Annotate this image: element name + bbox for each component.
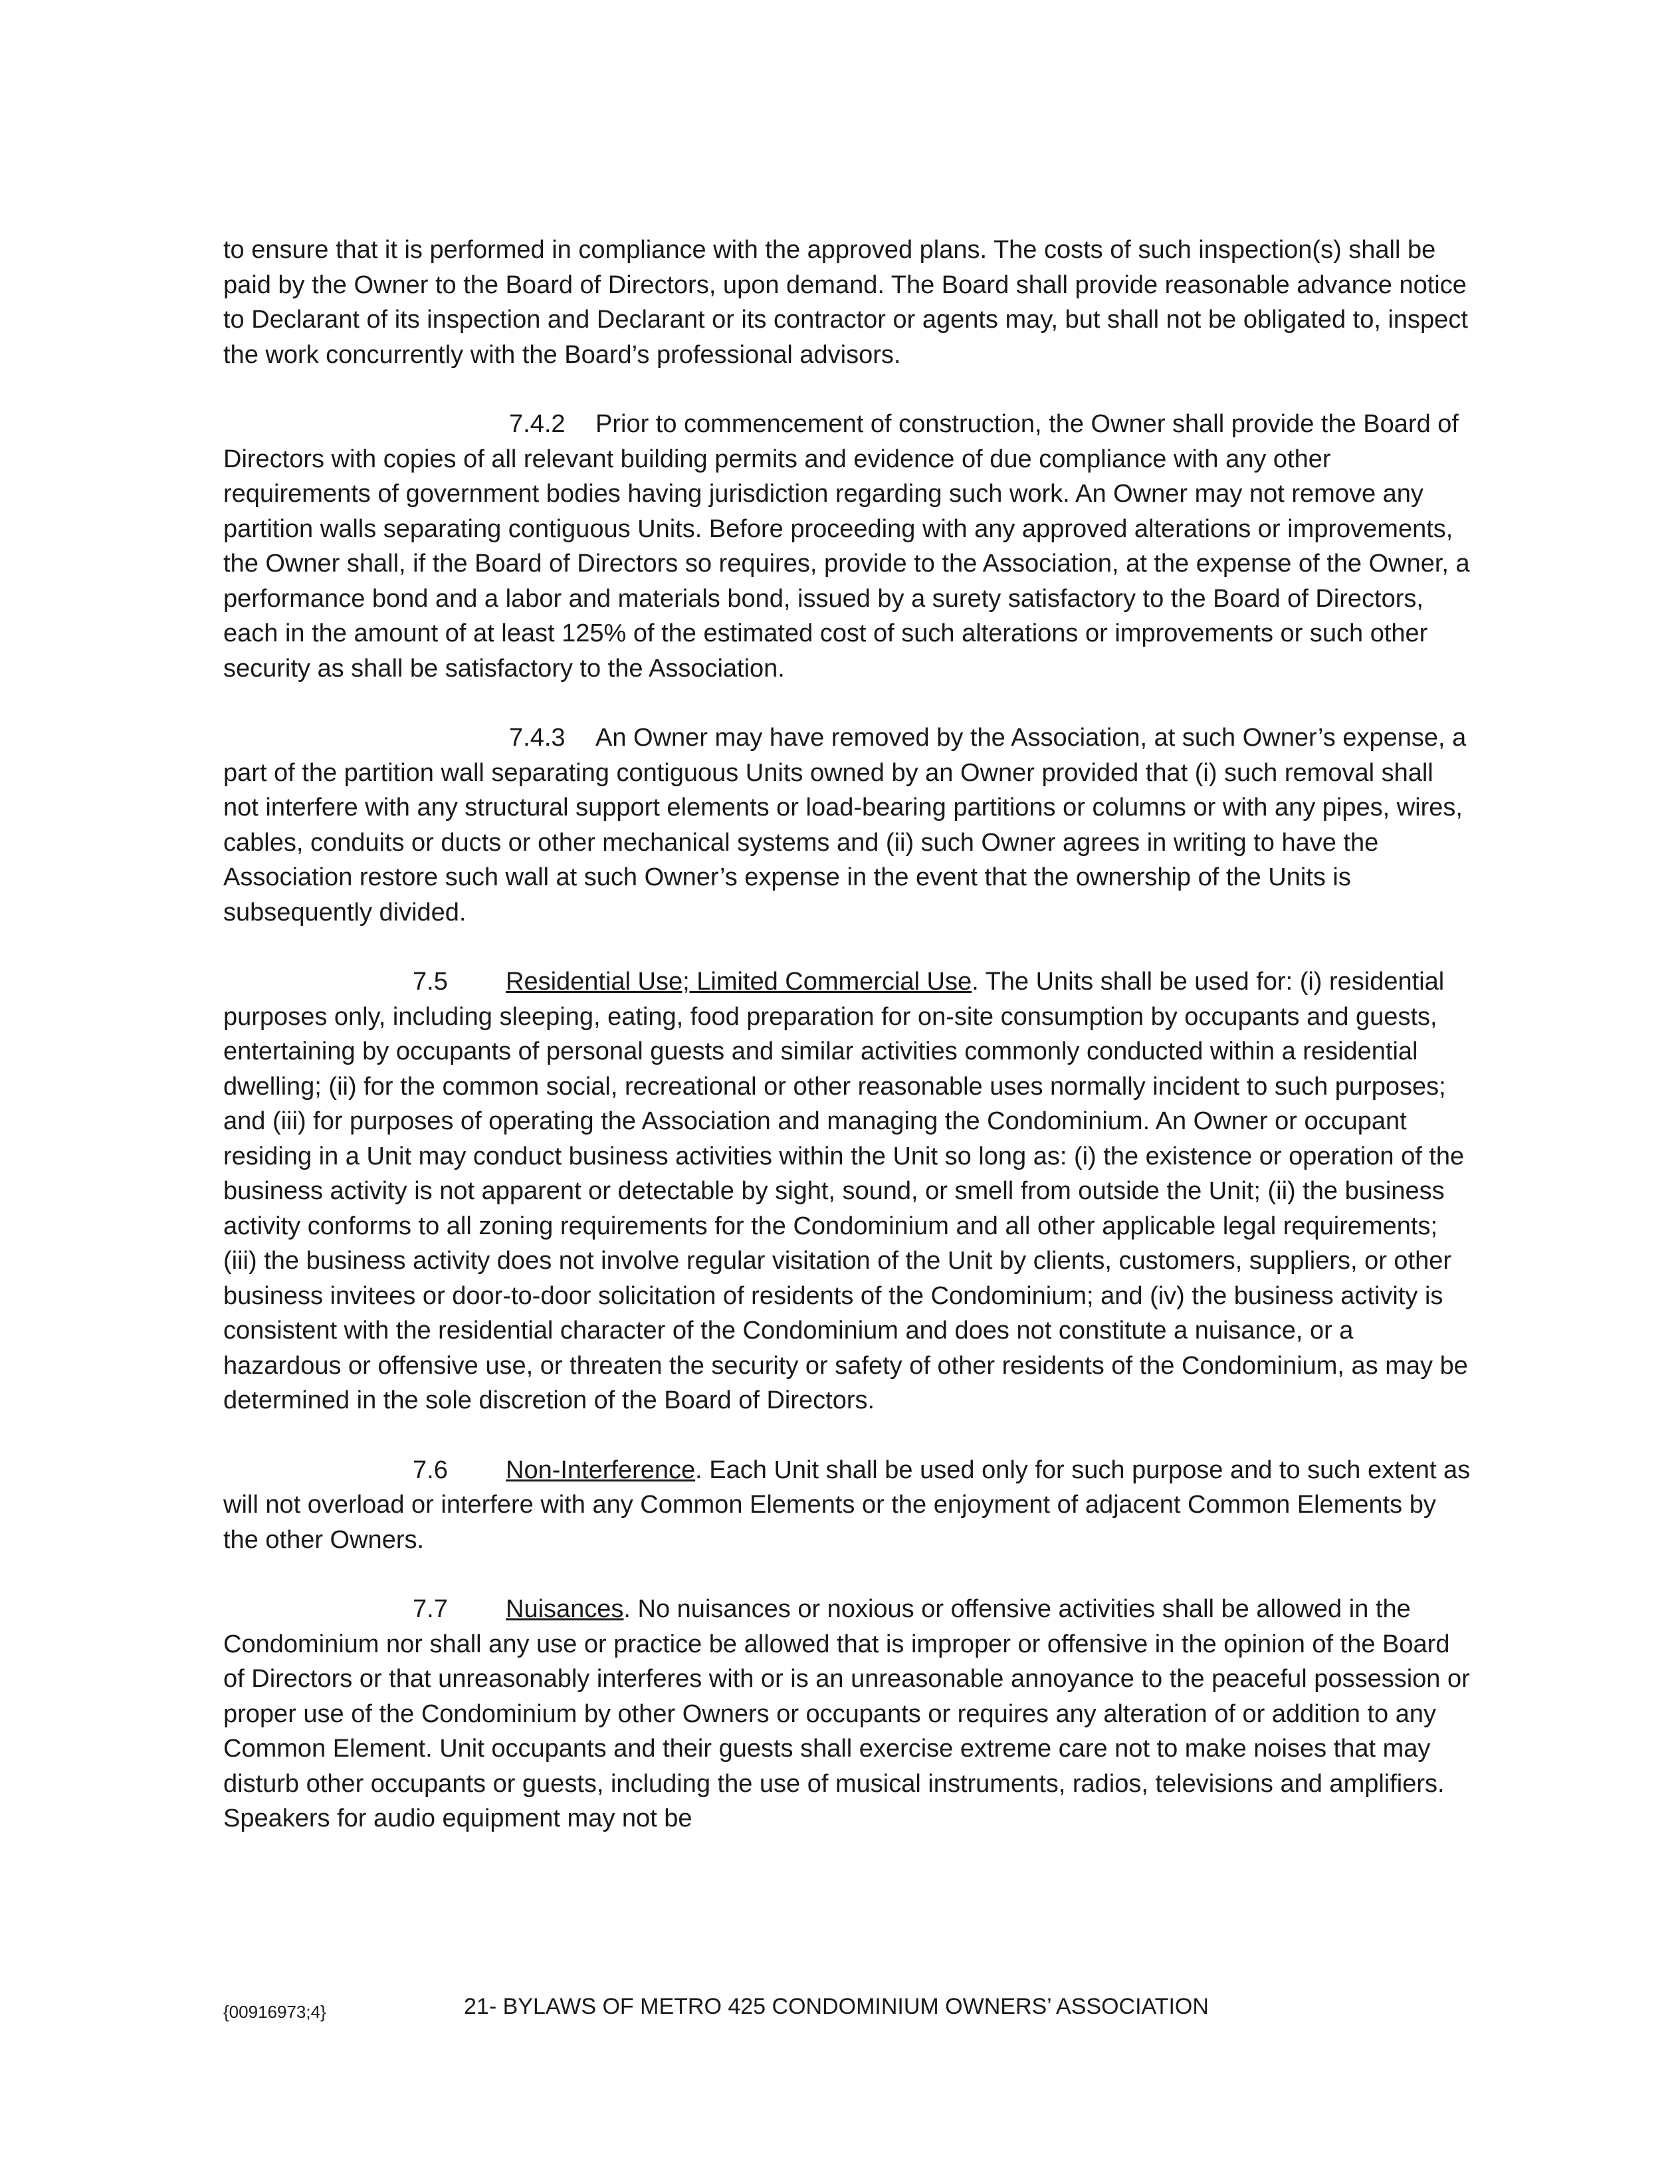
section-number: 7.4.2 (509, 410, 566, 438)
page-footer (223, 1994, 1473, 2027)
section-number: 7.7 (413, 1595, 448, 1623)
paragraph-7-4-3 (223, 720, 1473, 930)
paragraph-text: . Each Unit shall be used only for such purpose and to such extent as will not overload or interfere with any Common Elements or the enjoyment of adjacent Common Elements by the other Owners. (223, 1456, 1471, 1554)
paragraph-text: . No nuisances or noxious or offensive activities shall be allowed in the Condominium nor shall any use or practice be allowed that is improper or offensive in the opinion of the Board of Directors or that unreasonably interferes with or is an unreasonable annoyance to the peaceful possession or proper use of the Condominium by other Owners or occupants or requires any alteration of or addition to any Common Element. Unit occupants and their guests shall exercise extreme care not to make noises that may disturb other occupants or guests, including the use of musical instruments, radios, televisions and amplifiers. Speakers for audio equipment may not be (223, 1595, 1470, 1832)
paragraph-7-4-2 (223, 407, 1473, 686)
document-page (223, 233, 1473, 1836)
paragraph-text: Prior to commencement of construction, the Owner shall provide the Board of Directors with copies of all relevant building permits and evidence of due compliance with any other requirements of government bodies having jurisdiction regarding such work. An Owner may not remove any partition walls separating contiguous Units. Before proceeding with any approved alterations or improvements, the Owner shall, if the Board of Directors so requires, provide to the Association, at the expense of the Owner, a performance bond and a labor and materials bond, issued by a surety satisfactory to the Board of Directors, each in the amount of at least 125% of the estimated cost of such alterations or improvements or such other security as shall be satisfactory to the Association. (223, 410, 1470, 683)
paragraph-text: An Owner may have removed by the Association, at such Owner’s expense, a part of the partition wall separating contiguous Units owned by an Owner provided that (i) such removal shall not interfere with any structural support elements or load-bearing partitions or columns or with any pipes, wires, cables, conduits or ducts or other mechanical systems and (ii) such Owner agrees in writing to have the Association restore such wall at such Owner’s expense in the event that the ownership of the Units is subsequently divided. (223, 724, 1467, 927)
paragraph-text: to ensure that it is performed in compliance with the approved plans. The costs of such inspection(s) shall be paid by the Owner to the Board of Directors, upon demand. The Board shall provide reasonable advance notice to Declarant of its inspection and Declarant or its contractor or agents may, but shall not be obligated to, inspect the work concurrently with the Board’s professional advisors. (223, 236, 1468, 369)
section-heading: Residential Use; Limited Commercial Use (506, 968, 972, 996)
paragraph-7-5 (223, 964, 1473, 1418)
document-id: {00916973;4} (223, 2002, 326, 2022)
section-heading: Nuisances (506, 1595, 624, 1623)
paragraph-7-6 (223, 1453, 1473, 1558)
section-number: 7.4.3 (509, 724, 566, 752)
section-heading: Non-Interference (506, 1456, 696, 1484)
paragraph-7-4-1-continued (223, 233, 1473, 372)
section-number: 7.6 (413, 1456, 448, 1484)
section-number: 7.5 (413, 968, 448, 996)
paragraph-text: . The Units shall be used for: (i) residential purposes only, including sleeping, eating, food preparation for on-site consumption by occupants and guests, entertaining by occupants of personal guests and similar activities commonly conducted within a residential dwelling; (ii) for the common social, recreational or other reasonable uses normally incident to such purposes; and (iii) for purposes of operating the Association and managing the Condominium. An Owner or occupant residing in a Unit may conduct business activities within the Unit so long as: (i) the existence or operation of the business activity is not apparent or detectable by sight, sound, or smell from outside the Unit; (ii) the business activity conforms to all zoning requirements for the Condominium and all other applicable legal requirements; (iii) the business activity does not involve regular visitation of the Unit by clients, customers, suppliers, or other business invitees or door-to-door solicitation of residents of the Condominium; and (iv) the business activity is consistent with the residential character of the Condominium and does not constitute a nuisance, or a hazardous or offensive use, or threaten the security or safety of other residents of the Condominium, as may be determined in the sole discretion of the Board of Directors. (223, 968, 1468, 1414)
paragraph-7-7 (223, 1592, 1473, 1836)
footer-title: 21- BYLAWS OF METRO 425 CONDOMINIUM OWNERS’ ASSOCIATION (464, 1994, 1209, 2019)
